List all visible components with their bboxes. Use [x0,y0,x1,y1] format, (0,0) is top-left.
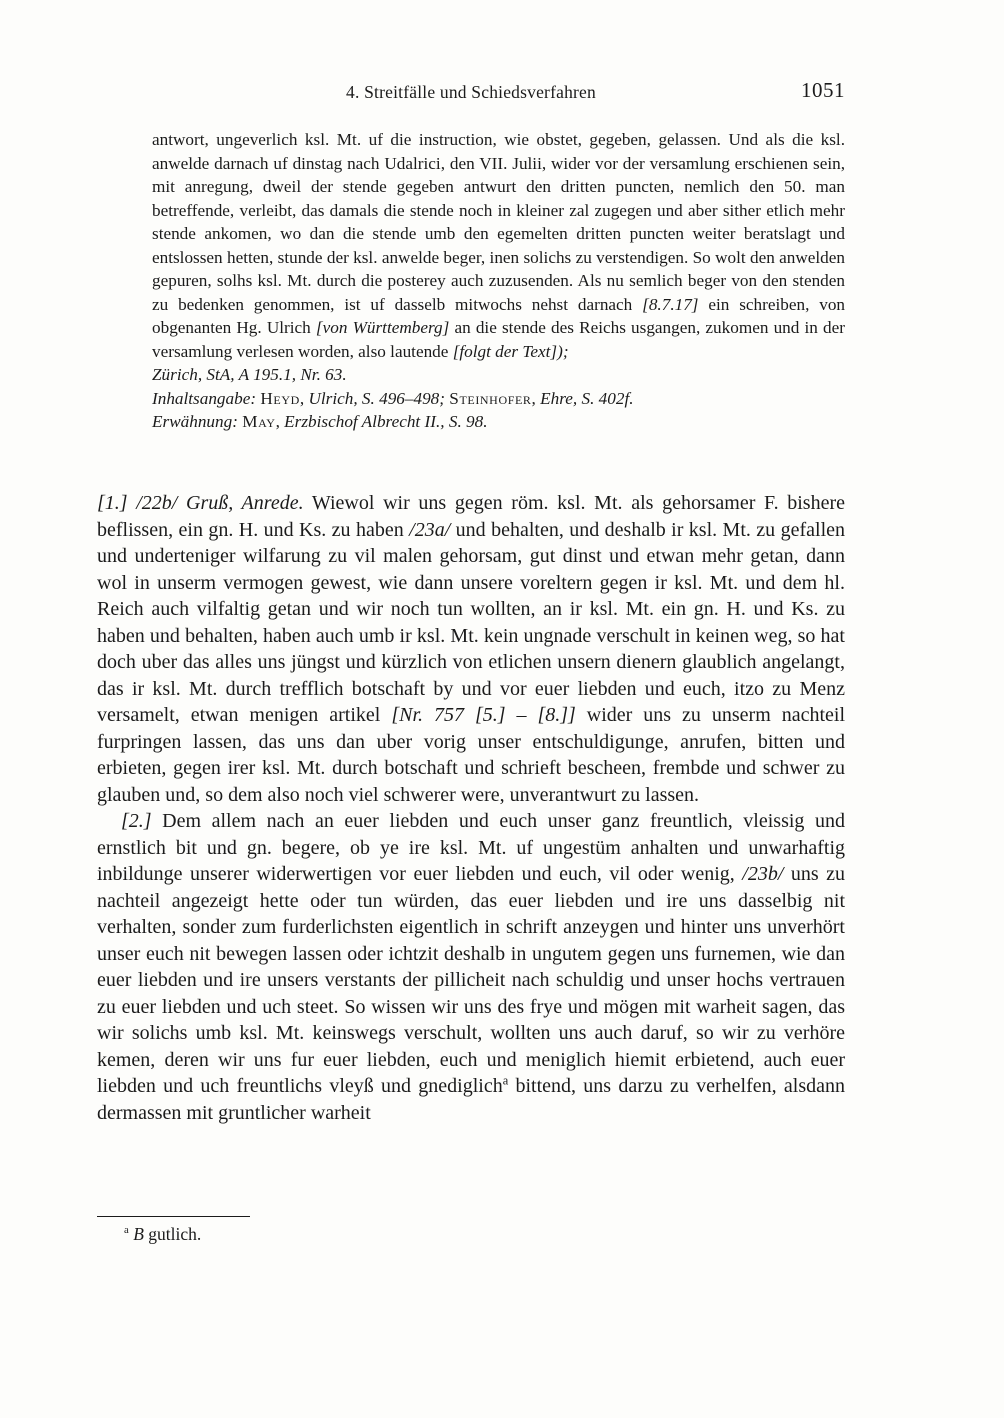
footnote-rule [97,1216,250,1217]
apparatus-block [152,128,845,481]
source-reference: Zürich, StA, A 195.1, Nr. 63. [152,365,347,384]
running-header [97,78,845,108]
section-title: 4. Streitfälle und Schiedsverfahren [346,82,596,102]
apparatus-description: antwort, ungeverlich ksl. Mt. uf die instruction, wie obstet, gegeben, gelassen. Und als die ksl. anwelde darnach uf dinstag nach Udalrici, den VII. Julii, wider vor der versamlung erschienen sein, mit anregung, dweil der stende gegeben antwurt den dritten puncten, nemlich den 50. man betreffende, verleibt, das damals die stende noch in kleiner zal zugegen und aber sither etlich mehr stende ankomen, wo dan die stende umb den egemelten dritten puncten weiter beratslagt und entslossen hetten, stunde der ksl. anwelde beger, inen solichs zu verstendigen. So wolt den anwelden gepuren, solhs ksl. Mt. durch die posterey auch zuzusenden. Als nu semlich beger von den stenden zu bedenken genommen, ist uf dasselb mitwochs nehst darnach [8.7.17] ein schreiben, von obgenanten Hg. Ulrich [von Württemberg] an die stende des Reichs usgangen, zukomen und in der versamlung verlesen worden, also lautende [folgt der Text]); [152,130,846,361]
main-text [97,490,845,1126]
footnote-area [97,1216,845,1245]
paragraph-1: [1.] /22b/ Gruß, Anrede. Wiewol wir uns gegen röm. ksl. Mt. als gehorsamer F. bishere beflissen, ein gn. H. und Ks. zu haben /23a/ und behalten, und deshalb ir ksl. Mt. zu gefallen und underteniger wilfarung zu vil malen gehorsam, gut dinst und etwan mehr getan, dann wol in unserm vermogen gewest, wie dann unsere voreltern gegen ir ksl. Mt. und dem hl. Reich auch vilfaltig getan und wir noch tun wollten, an ir ksl. Mt. ein gn. H. und Ks. zu haben und behalten, haben auch umb ir ksl. Mt. kein ungnade verschult in keinen weg, so hat doch uber das alles uns jüngst und kürzlich von etlichen unsern dienern glaublich angelangt, das ir ksl. Mt. durch trefflich botschaft by und vor euer liebden und euch, itzo zu Menz versamelt, etwan menigen artikel [Nr. 757 [5.] – [8.]] wider uns zu unserm nachteil furpringen lassen, das uns dan uber vorig unser entschuldigunge, anrufen, bitten und erbieten, gegen irer ksl. Mt. durch botschaft und schrieft bescheen, frembde und schwer zu glauben und, so dem also noch viel schwerer were, unverantwurt zu lassen. [97,492,846,806]
page-number: 1051 [801,78,845,102]
paragraph-2: [2.] Dem allem nach an euer liebden und euch unser ganz freuntlich, vleissig und ernstlich bit und gn. begere, ob ye ire ksl. Mt. uf ungestüm anhalten und unwarhaftig inbildunge unserer widerwertigen vor euer liebden und euch, vil oder wenig, /23b/ uns zu nachteil angezeigt hette oder tun würden, das euer liebden und ire uns dasselbig nit verhalten, sonder zum furderlichsten eigentlich in schrift anzeygen und hinter uns unverhört unser euch nit bewegen lassen oder ichtzit deshalb in ungutem gegen uns furnemen, wie dan euer liebden und ire unsers verstants der pillicheit nach schuldig und unser hochs vertrauen zu euer liebden und uch steet. So wissen wir uns des frye und mögen mit warheit sagen, das wir solichs umb ksl. Mt. keinswegs verschult, wollten uns auch daruf, so wir zu verhöre kemen, deren wir uns fur euer liebden, euch und meniglich hiemit erbietend, auch euer liebden und uch freuntlichs vleyß und gnediglich$^a$ bittend, uns darzu zu verhelfen, alsdann dermassen mit gruntlicher warheit [97,810,845,1124]
mention-line: Erwähnung: May, Erzbischof Albrecht II., S. 98. [152,412,488,431]
content-summary-line: Inhaltsangabe: Heyd, Ulrich, S. 496–498; Steinhofer, Ehre, S. 402f. [152,388,634,408]
footnote: $^a$ B gutlich. [124,1224,202,1244]
